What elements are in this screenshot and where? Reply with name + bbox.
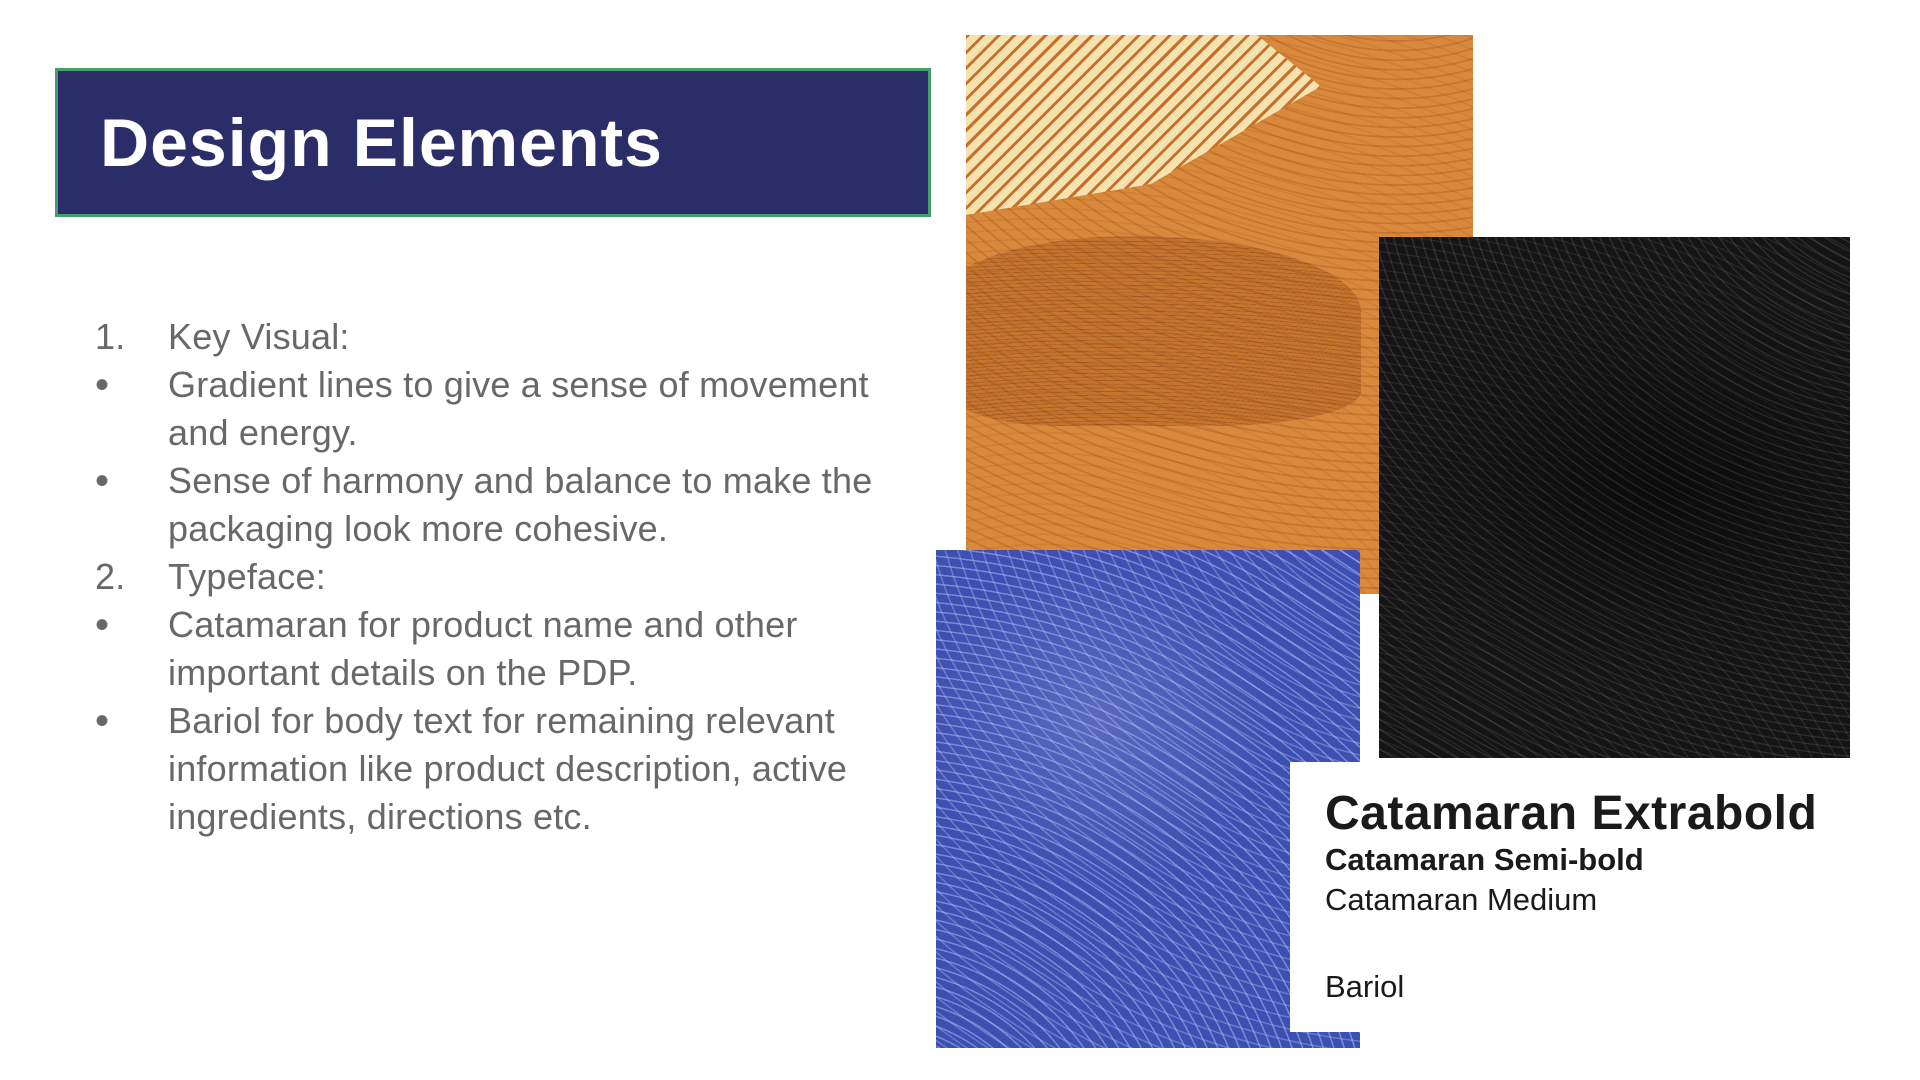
font-sample-extrabold: Catamaran Extrabold (1325, 787, 1818, 840)
page-title: Design Elements (100, 104, 663, 181)
list-item-text: Key Visual: (168, 316, 350, 357)
list-item-continuation (95, 793, 955, 841)
list-item (95, 553, 955, 601)
header-box (55, 68, 931, 217)
list-number: 1. (95, 316, 126, 357)
list-number: 2. (95, 556, 126, 597)
list-item (95, 313, 955, 361)
list-item-continuation (95, 505, 955, 553)
list-item-text: Bariol for body text for remaining relevant (168, 700, 835, 741)
font-sample-bariol: Bariol (1325, 969, 1405, 1004)
design-notes-list (95, 313, 955, 841)
list-item-text: Gradient lines to give a sense of movement (168, 364, 869, 405)
typeface-specimen-card (1290, 762, 1850, 1032)
list-item (95, 361, 955, 409)
list-item-text: packaging look more cohesive. (168, 508, 669, 549)
list-item-continuation (95, 745, 955, 793)
bullet-icon: • (95, 602, 110, 647)
list-item (95, 457, 955, 505)
bullet-icon: • (95, 458, 110, 503)
list-item-text: and energy. (168, 412, 358, 453)
bullet-icon: • (95, 698, 110, 743)
list-item (95, 697, 955, 745)
black-wave-image (1379, 237, 1850, 758)
bullet-icon: • (95, 362, 110, 407)
list-item-text: Catamaran for product name and other (168, 604, 798, 645)
list-item-text: Typeface: (168, 556, 326, 597)
list-item (95, 601, 955, 649)
list-item-continuation (95, 649, 955, 697)
list-item-text: important details on the PDP. (168, 652, 638, 693)
orange-dark-wave-band (966, 236, 1361, 426)
font-sample-medium: Catamaran Medium (1325, 882, 1598, 917)
list-item-text: information like product description, active (168, 748, 848, 789)
list-item-text: Sense of harmony and balance to make the (168, 460, 873, 501)
list-item-continuation (95, 409, 955, 457)
font-sample-semibold: Catamaran Semi-bold (1325, 842, 1644, 877)
list-item-text: ingredients, directions etc. (168, 796, 592, 837)
